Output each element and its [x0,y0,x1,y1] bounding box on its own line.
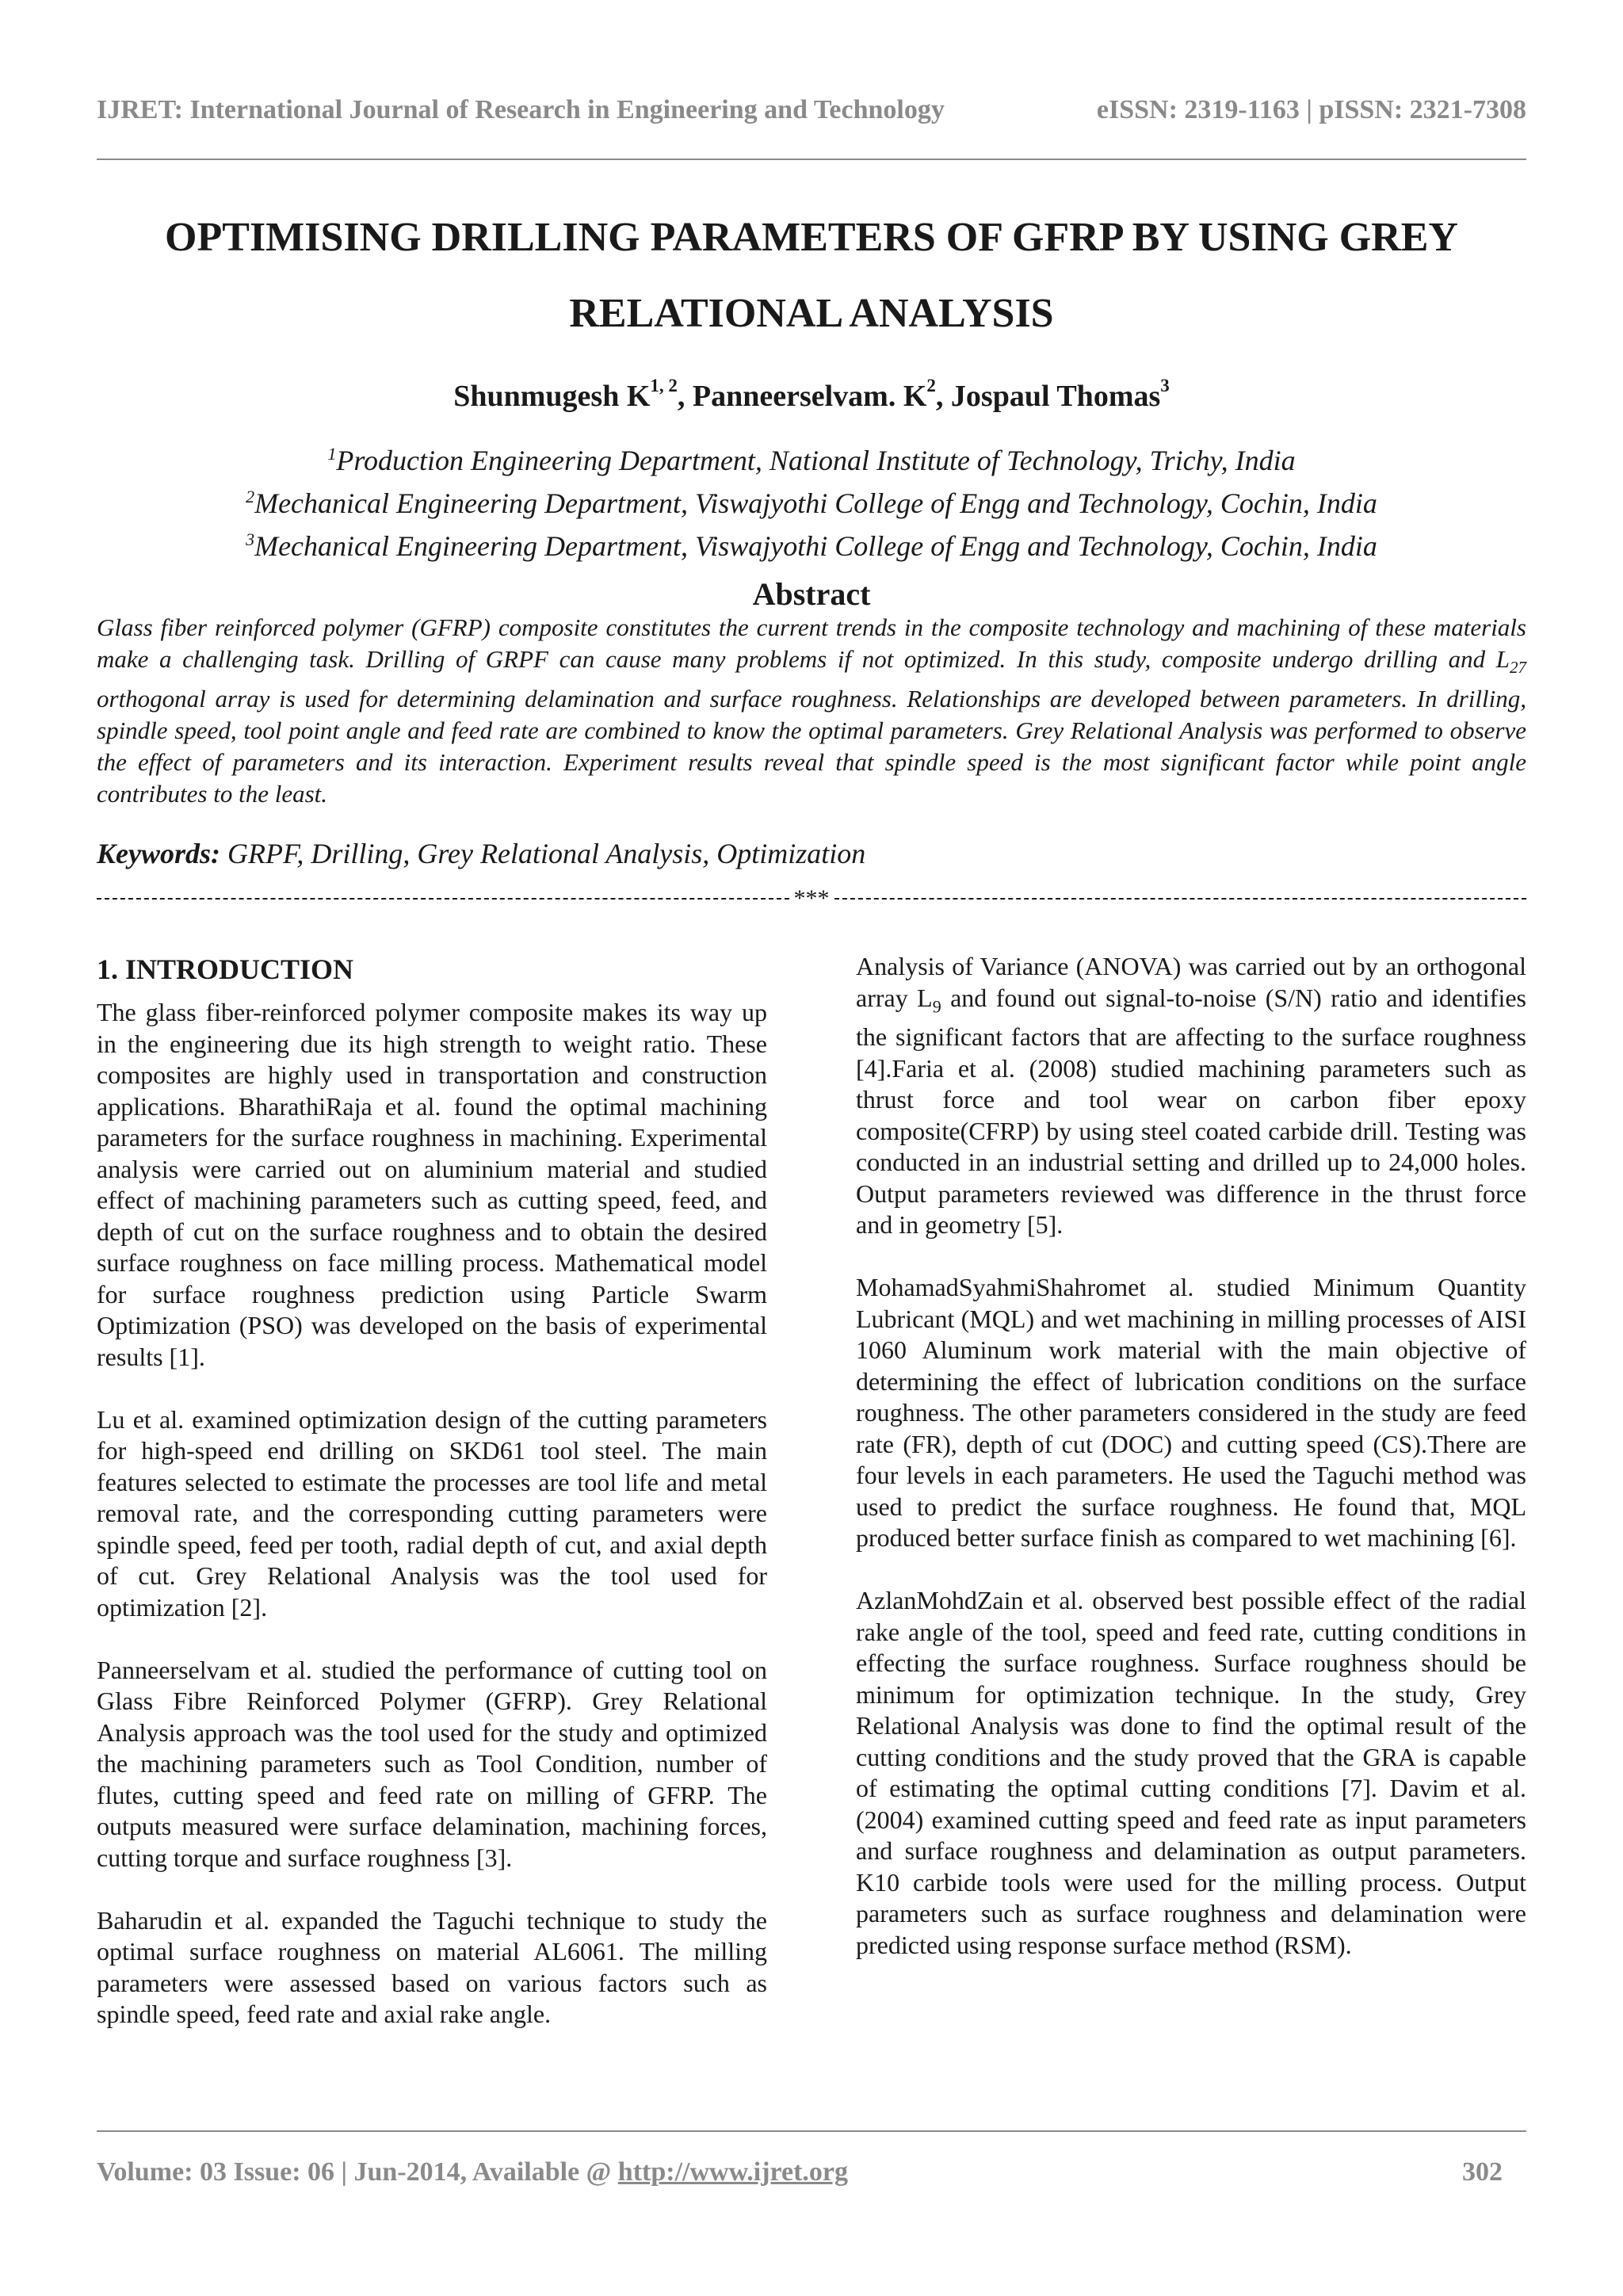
divider-dash-left [97,898,789,900]
right-column [856,951,1526,1961]
keywords-text: GRPF, Drilling, Grey Relational Analysis, Optimization [220,838,866,869]
author-1-affil: 1, 2 [650,376,678,396]
footer-rule [97,2130,1526,2132]
divider-stars: *** [793,885,830,911]
title-line-2: RELATIONAL ANALYSIS [569,291,1054,336]
paragraph: Baharudin et al. expanded the Taguchi technique to study the optimal surface roughness on material AL6061. The milling parameters were assessed based on various factors such as spindle speed, feed rate and axial rake angle. [97,1905,767,2028]
header-rule [97,159,1526,160]
page-number: 302 [1462,2157,1503,2187]
affiliation-1: $^1$Production Engineering Department, National Institute of Technology, Trichy, India [327,444,1296,476]
journal-name: IJRET: International Journal of Research in Engineering and Technology [97,95,945,124]
authors [97,376,1526,414]
left-column [97,951,767,2030]
section-heading-introduction: 1. INTRODUCTION [97,953,354,985]
affiliation-2: $^2$Mechanical Engineering Department, Viswajyothi College of Engg and Technology, Cochin, India [246,487,1377,519]
author-3-affil: 3 [1160,376,1170,396]
running-header [97,95,1526,125]
affiliation-3: $^3$Mechanical Engineering Department, Viswajyothi College of Engg and Technology, Cochin, India [246,529,1377,562]
author-1: Shunmugesh K [453,380,651,413]
paragraph: Lu et al. examined optimization design of the cutting parameters for high-speed end drilling on SKD61 tool steel. The main features selected to estimate the processes are tool life and metal removal rate, and the corresponding cutting parameters were spindle speed, feed per tooth, radial depth of cut, and axial depth of cut. Grey Relational Analysis was the tool used for optimization [2]. [97,1404,767,1622]
paragraph: Analysis of Variance (ANOVA) was carried out by an orthogonal array $L_9$ and found out signal-to-noise (S/N) ratio and identifies the significant factors that are affecting to the surface roughness [4].Faria et al. (2008) studied machining parameters such as thrust force and tool wear on carbon fiber epoxy composite(CFRP) by using steel coated carbide drill. Testing was conducted in an industrial setting and drilled up to 24,000 holes. Output parameters reviewed was difference in the thrust force and in geometry [5]. [856,952,1527,1240]
footer-volume: Volume: 03 Issue: 06 | Jun-2014, Available @ http://www.ijret.org [97,2157,849,2187]
abstract-heading: Abstract [752,576,871,612]
paper-title [97,200,1526,352]
section-divider [97,883,1526,915]
title-line-1: OPTIMISING DRILLING PARAMETERS OF GFRP BY USING GREY [165,215,1458,260]
author-3: , Jospaul Thomas [935,380,1161,413]
issn: eISSN: 2319-1163 | pISSN: 2321-7308 [1096,95,1526,124]
divider-dash-right [834,898,1527,900]
affiliations [97,436,1526,564]
journal-link[interactable]: http://www.ijret.org [617,2157,849,2187]
paragraph: AzlanMohdZain et al. observed best possible effect of the radial rake angle of the tool, speed and feed rate, cutting conditions in effecting the surface roughness. Surface roughness should be minimum for optimization technique. In the study, Grey Relational Analysis was done to find the optimal result of the cutting conditions and the study proved that the GRA is capable of estimating the optimal cutting conditions [7]. Davim et al. (2004) examined cutting speed and feed rate as input parameters and surface roughness and delamination as output parameters. K10 carbide tools were used for the milling process. Output parameters such as surface roughness and delamination were predicted using response surface method (RSM). [856,1586,1526,1959]
page-footer [97,2157,1526,2187]
paragraph: The glass fiber-reinforced polymer composite makes its way up in the engineering due its high strength to weight ratio. These composites are highly used in transportation and construction applications. BharathiRaja et al. found the optimal machining parameters for the surface roughness in machining. Experimental analysis were carried out on aluminium material and studied effect of machining parameters such as cutting speed, feed, and depth of cut on the surface roughness and to obtain the desired surface roughness on face milling process. Mathematical model for surface roughness prediction using Particle Swarm Optimization (PSO) was developed on the basis of experimental results [1]. [97,998,767,1371]
abstract-text: Glass fiber reinforced polymer (GFRP) composite constitutes the current trends in the composite technology and machining of these materials make a challenging task. Drilling of GRPF can cause many problems if not optimized. In this study, composite undergo drilling and $L_{27}$ orthogonal array is used for determining delamination and surface roughness. Relationships are developed between parameters. In drilling, spindle speed, tool point angle and feed rate are combined to know the optimal parameters. Grey Relational Analysis was performed to observe the effect of parameters and its interaction. Experiment results reveal that spindle speed is the most significant factor while point angle contributes to the least. [97,613,1526,808]
paragraph: MohamadSyahmiShahromet al. studied Minimum Quantity Lubricant (MQL) and wet machining in milling processes of AISI 1060 Aluminum work material with the main objective of determining the effect of lubrication conditions on the surface roughness. The other parameters considered in the study are feed rate (FR), depth of cut (DOC) and cutting speed (CS).There are four levels in each parameters. He used the Taguchi method was used to predict the surface roughness. He found that, MQL produced better surface finish as compared to wet machining [6]. [856,1273,1526,1553]
keywords [97,837,1526,870]
author-2-affil: 2 [926,376,936,396]
paragraph: Panneerselvam et al. studied the performance of cutting tool on Glass Fibre Reinforced Polymer (GFRP). Grey Relational Analysis approach was the tool used for the study and optimized the machining parameters such as Tool Condition, number of flutes, cutting speed and feed rate on milling of GFRP. The outputs measured were surface delamination, machining forces, cutting torque and surface roughness [3]. [97,1655,767,1872]
keywords-label: Keywords: [97,838,220,869]
author-2: , Panneerselvam. K [677,380,927,413]
